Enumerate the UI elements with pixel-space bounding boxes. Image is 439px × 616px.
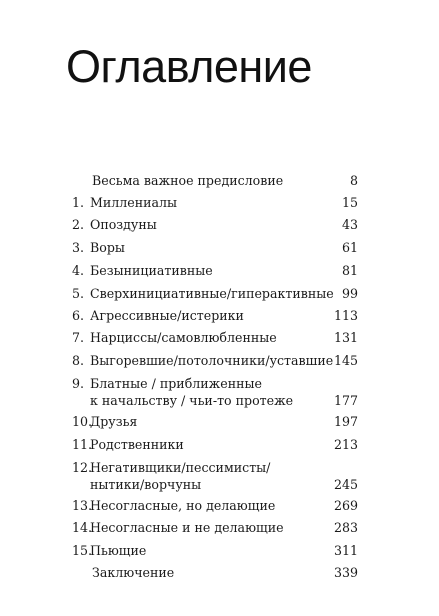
toc-entry-title	[90, 194, 330, 211]
toc-entry-title	[90, 307, 330, 324]
toc-entry[interactable]	[72, 352, 358, 369]
toc-entry-number: 6.	[72, 308, 85, 323]
toc-entry-title	[90, 352, 334, 369]
toc-entry-number: 11.	[72, 437, 93, 452]
toc-entry-number: 3.	[72, 240, 85, 255]
toc-entry-page: 81	[341, 263, 358, 278]
toc-entry-title	[90, 497, 330, 514]
toc-entry-title	[90, 285, 334, 302]
toc-entry-page: 269	[333, 498, 358, 513]
toc-entry-page: 145	[333, 353, 358, 368]
toc-entry-title-line: Друзья	[90, 414, 138, 429]
toc-entry-number: 13.	[72, 498, 93, 513]
toc-entry-title	[90, 436, 330, 453]
toc-entry-title	[90, 375, 330, 409]
toc-entry-title-line: Нарциссы/самовлюбленные	[90, 330, 277, 345]
toc-entry[interactable]	[72, 459, 358, 493]
toc-entry-number: 15.	[72, 543, 93, 558]
toc-entry-title-line: к начальству / чьи-то протеже	[90, 393, 294, 408]
toc-entry[interactable]	[72, 375, 358, 409]
toc-entry[interactable]	[72, 307, 358, 324]
toc-entry-title-line: Заключение	[92, 565, 175, 580]
toc-entry-number: 4.	[72, 263, 85, 278]
toc-entry-number: 12.	[72, 460, 93, 475]
page-title: Оглавление	[66, 41, 312, 92]
toc-entry[interactable]	[72, 519, 358, 536]
toc-entry-title	[90, 216, 330, 233]
toc-entry-title-line: Несогласные, но делающие	[90, 498, 276, 513]
toc-entry-page: 131	[333, 330, 358, 345]
toc-entry-title-line: Блатные / приближенные	[90, 376, 262, 391]
toc-entry-title	[92, 564, 332, 581]
toc-entry-page: 99	[341, 286, 358, 301]
toc-entry-title-line: Несогласные и не делающие	[90, 520, 284, 535]
toc-entry-page: 113	[333, 308, 358, 323]
toc-entry[interactable]	[72, 542, 358, 559]
toc-entry-page: 339	[333, 565, 358, 580]
toc-entry-title-line: Негативщики/пессимисты/	[90, 460, 271, 475]
toc-entry[interactable]	[72, 497, 358, 514]
toc-entry[interactable]	[72, 194, 358, 211]
toc-entry-number: 1.	[72, 195, 85, 210]
toc-entry-title	[90, 329, 330, 346]
toc-entry-title	[90, 413, 330, 430]
toc-entry-title-line: нытики/ворчуны	[90, 477, 202, 492]
toc-entry-number: 7.	[72, 330, 85, 345]
toc-entry-title	[90, 542, 330, 559]
toc-entry-page: 15	[341, 195, 358, 210]
toc-entry-number: 9.	[72, 376, 85, 391]
toc-entry-number: 2.	[72, 217, 85, 232]
toc-entry-title-line: Весьма важное предисловие	[92, 173, 284, 188]
toc-entry[interactable]	[72, 329, 358, 346]
toc-entry-title	[92, 172, 332, 189]
toc-entry-number: 10.	[72, 414, 93, 429]
toc-entry-page: 197	[333, 414, 358, 429]
toc-entry[interactable]	[72, 239, 358, 256]
toc-entry-page: 283	[333, 520, 358, 535]
toc-entry-title-line: Миллениалы	[90, 195, 178, 210]
toc-entry[interactable]	[72, 285, 358, 302]
toc-entry-title-line: Родственники	[90, 437, 184, 452]
toc-entry-page: 213	[333, 437, 358, 452]
toc-entry-title	[90, 262, 330, 279]
toc-entry-title-line: Опоздуны	[90, 217, 157, 232]
toc-entry[interactable]	[72, 216, 358, 233]
toc-entry-page: 8	[349, 173, 358, 188]
toc-entry[interactable]	[72, 172, 358, 189]
toc-entry[interactable]	[72, 436, 358, 453]
toc-entry[interactable]	[72, 564, 358, 581]
toc-entry-title-line: Пьющие	[90, 543, 147, 558]
toc-entry-title-line: Воры	[90, 240, 125, 255]
toc-entry[interactable]	[72, 262, 358, 279]
toc-entry-title	[90, 519, 330, 536]
toc-entry-page: 311	[333, 543, 358, 558]
toc-entry-page: 245	[333, 477, 358, 492]
toc-entry-title-line: Безынициативные	[90, 263, 213, 278]
toc-entry-title-line: Выгоревшие/потолочники/уставшие	[90, 353, 334, 368]
toc-entry-title	[90, 239, 330, 256]
toc-entry-number: 14.	[72, 520, 93, 535]
toc-entry-title	[90, 459, 330, 493]
toc-entry-page: 177	[333, 393, 358, 408]
toc-entry-page: 43	[341, 217, 358, 232]
toc-entry-page: 61	[341, 240, 358, 255]
toc-entry[interactable]	[72, 413, 358, 430]
toc-entry-number: 8.	[72, 353, 85, 368]
toc-entry-title-line: Сверхинициативные/гиперактивные	[90, 286, 334, 301]
toc-entry-number: 5.	[72, 286, 85, 301]
toc-entry-title-line: Агрессивные/истерики	[90, 308, 244, 323]
